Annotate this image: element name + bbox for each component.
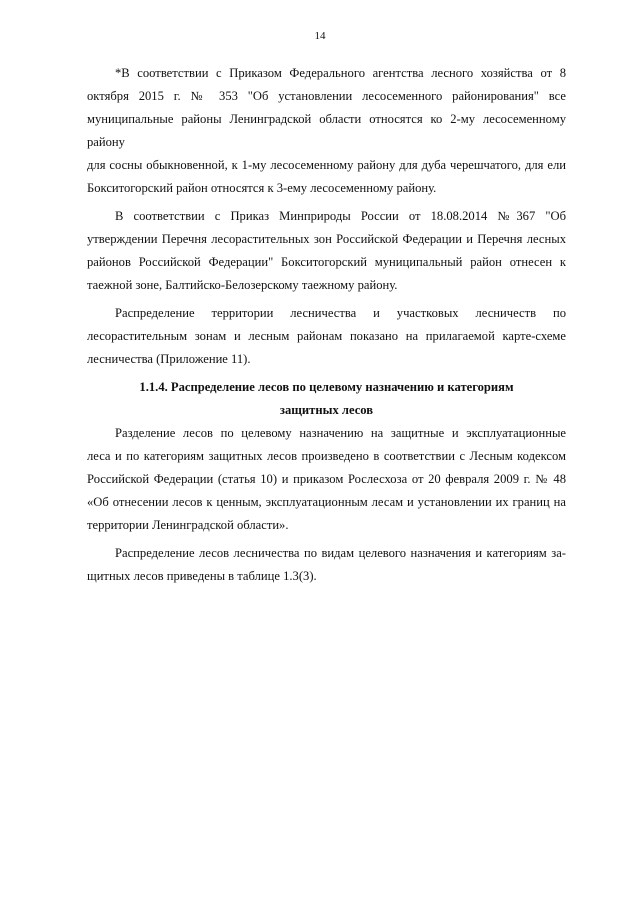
text-line: утверждении Перечня лесорастительных зон Российской Федерации и Перечня лесных xyxy=(87,232,566,246)
paragraph-forest-zones xyxy=(87,205,566,297)
text-line: «Об отнесении лесов к ценным, эксплуатационным лесам и установлении их границ на xyxy=(87,495,566,509)
paragraph-forest-division xyxy=(87,422,566,537)
paragraph-seed-zoning xyxy=(87,62,566,200)
text-line: таежной зоне, Балтийско-Белозерскому таежному району. xyxy=(87,278,398,292)
text-line: Распределение лесов лесничества по видам целевого назначения и категориям за- xyxy=(115,546,566,560)
paragraph-map-reference xyxy=(87,302,566,371)
text-line: леса и по категориям защитных лесов произведено в соответствии с Лесным кодексом xyxy=(87,449,566,463)
text-line: *В соответствии с Приказом Федерального агентства лесного хозяйства от 8 xyxy=(115,66,566,80)
section-heading-line: 1.1.4. Распределение лесов по целевому назначению и категориям xyxy=(139,380,514,394)
section-heading xyxy=(87,376,566,422)
text-line: В соответствии с Приказ Минприроды России от 18.08.2014 №367 "Об xyxy=(115,209,566,223)
paragraph-table-reference xyxy=(87,542,566,588)
text-line: Разделение лесов по целевому назначению на защитные и эксплуатационные xyxy=(115,426,566,440)
page-content xyxy=(87,62,566,593)
text-line: щитных лесов приведены в таблице 1.3(3). xyxy=(87,569,317,583)
text-line: муниципальные районы Ленинградской области относятся ко 2-му лесосеменному району xyxy=(87,112,566,149)
text-line: лесничества (Приложение 11). xyxy=(87,352,251,366)
section-heading-line: защитных лесов xyxy=(279,403,374,417)
text-line: лесорастительным зонам и лесным районам показано на прилагаемой карте-схеме xyxy=(87,329,566,343)
text-line: Бокситогорский район относятся к 3-ему лесосеменному району. xyxy=(87,181,437,195)
text-line: Распределение территории лесничества и участковых лесничеств по xyxy=(115,306,566,320)
page-number: 14 xyxy=(314,30,326,42)
text-line: территории Ленинградской области». xyxy=(87,518,289,532)
text-line: Российской Федерации (статья 10) и приказом Рослесхоза от 20 февраля 2009 г. № 48 xyxy=(87,472,566,486)
text-line: районов Российской Федерации" Бокситогорский муниципальный район отнесен к xyxy=(87,255,566,269)
text-line: октября 2015 г. № 353 "Об установлении лесосеменного районирования" все xyxy=(87,89,566,103)
text-line: для сосны обыкновенной, к 1-му лесосеменному району для дуба черешчатого, для ели xyxy=(87,158,566,172)
